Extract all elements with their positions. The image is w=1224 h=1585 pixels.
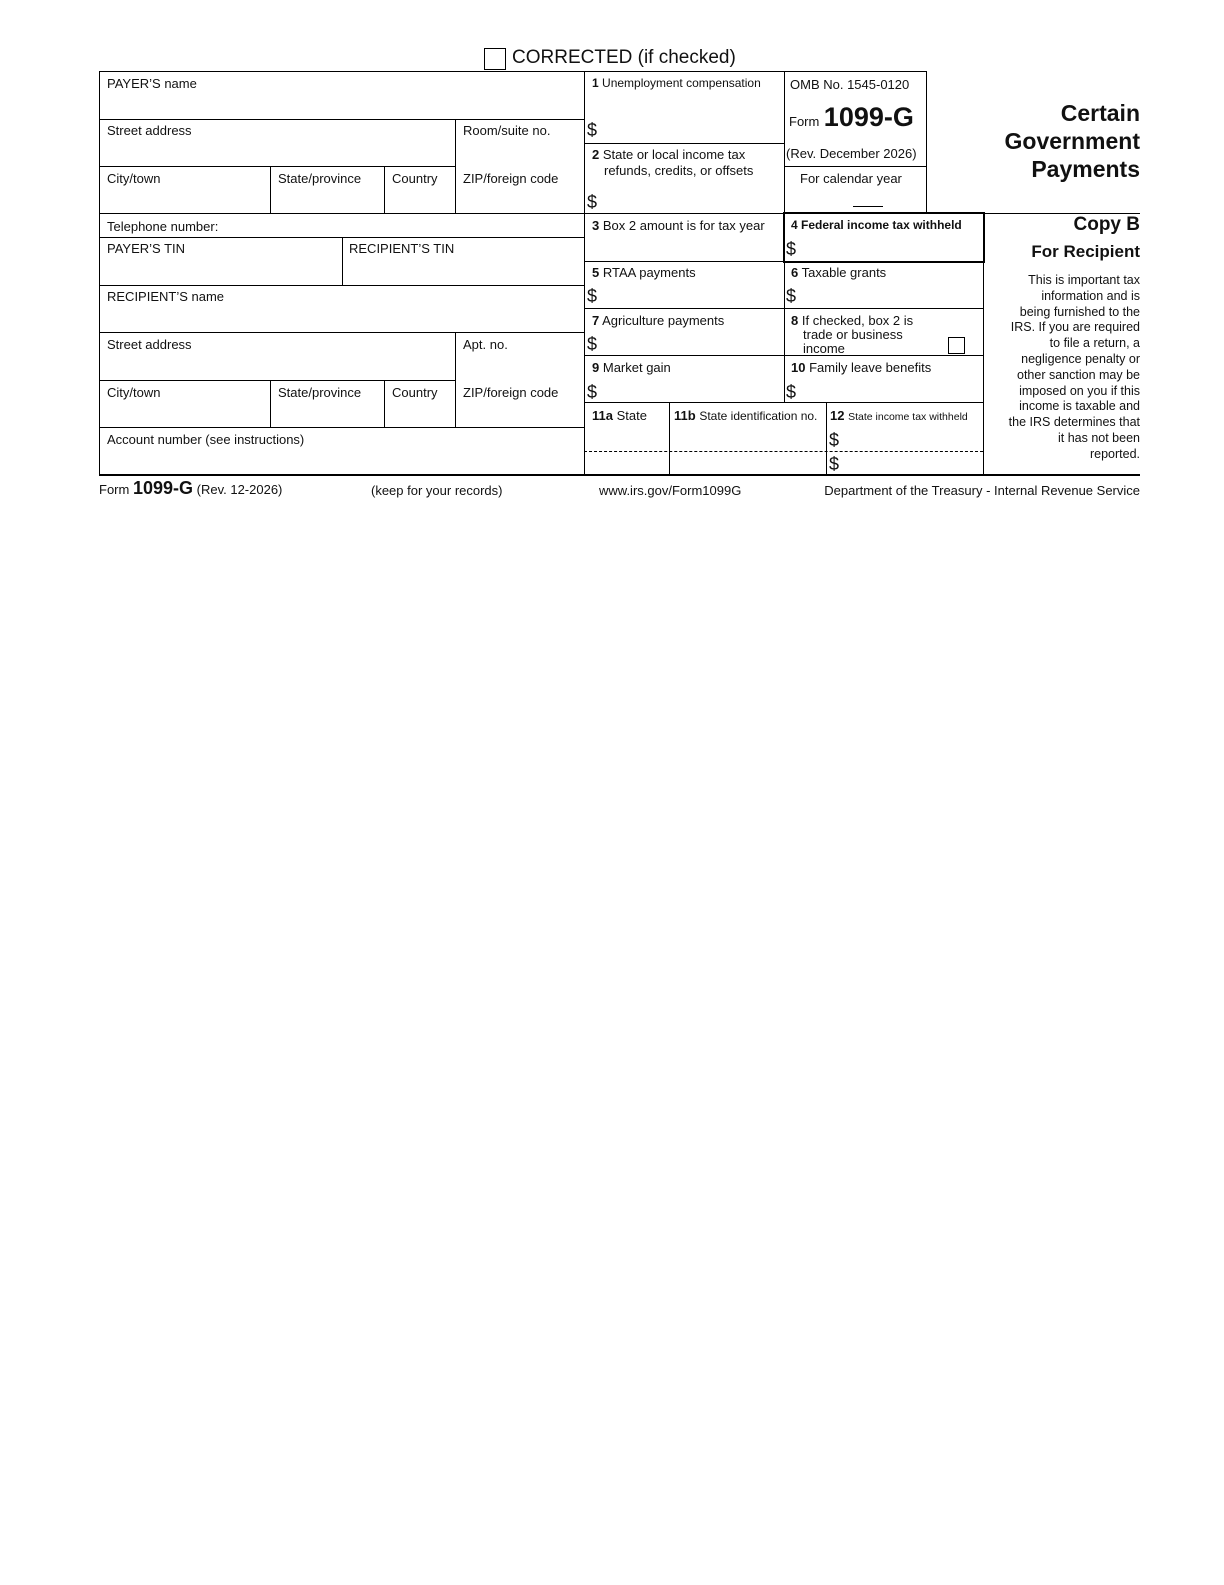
recipient-country-field[interactable] xyxy=(385,401,454,426)
box3-field[interactable] xyxy=(586,234,782,260)
recipient-name-field[interactable] xyxy=(100,305,583,331)
box2-label-line2: refunds, credits, or offsets xyxy=(604,163,754,178)
recipient-state-label: State/province xyxy=(278,385,362,400)
notice-line: IRS. If you are required xyxy=(1010,320,1140,335)
payer-city-field[interactable] xyxy=(100,187,269,212)
recipient-tin-field[interactable] xyxy=(343,257,583,284)
box11a-field-2[interactable] xyxy=(586,453,668,473)
payer-state-label: State/province xyxy=(278,171,362,186)
corrected-label: CORRECTED (if checked) xyxy=(512,47,736,68)
box4-amount-field[interactable] xyxy=(800,234,978,256)
box10-dollar: $ xyxy=(786,382,797,402)
box4-label: 4 Federal income tax withheld xyxy=(791,218,962,232)
box7-amount-field[interactable] xyxy=(600,329,782,354)
notice-line: it has not been xyxy=(1057,430,1140,445)
payer-state-field[interactable] xyxy=(271,187,383,212)
title-line2: Government xyxy=(1004,128,1140,154)
notice-line: other sanction may be xyxy=(1017,367,1140,382)
box2-dollar: $ xyxy=(587,192,598,212)
payer-city-label: City/town xyxy=(107,171,161,186)
box8-label: 8 If checked, box 2 is xyxy=(791,313,914,328)
box2-label: 2 State or local income tax xyxy=(592,147,746,162)
box10-label: 10 Family leave benefits xyxy=(791,360,932,375)
payer-room-label: Room/suite no. xyxy=(463,123,551,138)
corrected-checkbox[interactable] xyxy=(484,48,506,70)
box6-label: 6 Taxable grants xyxy=(791,265,887,280)
copy-heading: Copy B xyxy=(1073,214,1140,235)
recipient-name-label: RECIPIENT’S name xyxy=(107,289,225,304)
title-line1: Certain xyxy=(1060,100,1140,126)
notice-line: imposed on you if this xyxy=(1019,383,1140,398)
box6-dollar: $ xyxy=(786,286,797,306)
box7-label: 7 Agriculture payments xyxy=(592,313,725,328)
footer-department: Department of the Treasury - Internal Revenue Service xyxy=(824,483,1140,498)
payer-phone-label: Telephone number: xyxy=(107,219,219,234)
notice-line: income is taxable and xyxy=(1019,399,1140,414)
payer-tin-field[interactable] xyxy=(100,257,341,284)
recipient-state-field[interactable] xyxy=(271,401,383,426)
calendar-year-label: For calendar year xyxy=(800,171,902,186)
recipient-city-label: City/town xyxy=(107,385,161,400)
box3-label: 3 Box 2 amount is for tax year xyxy=(592,218,765,233)
recipient-apt-label: Apt. no. xyxy=(463,337,508,352)
payer-room-field[interactable] xyxy=(456,139,583,165)
omb-form-title: Form 1099-G xyxy=(789,102,914,132)
box11a-field-1[interactable] xyxy=(586,424,668,450)
account-number-field[interactable] xyxy=(100,448,583,473)
notice-line: the IRS determines that xyxy=(1008,415,1140,430)
omb-number: OMB No. 1545-0120 xyxy=(790,77,910,92)
box9-amount-field[interactable] xyxy=(600,376,782,401)
box8-label-line2: trade or business xyxy=(803,327,903,342)
payer-country-field[interactable] xyxy=(385,187,454,212)
box6-amount-field[interactable] xyxy=(800,282,981,307)
box5-dollar: $ xyxy=(587,286,598,306)
footer-keep-note: (keep for your records) xyxy=(371,483,503,498)
box1-amount-field[interactable] xyxy=(600,93,782,141)
box9-label: 9 Market gain xyxy=(592,360,671,375)
payer-street-label: Street address xyxy=(107,123,192,138)
box5-amount-field[interactable] xyxy=(600,282,782,307)
notice-line: being furnished to the xyxy=(1019,304,1140,319)
notice-line: information and is xyxy=(1041,288,1140,303)
box5-label: 5 RTAA payments xyxy=(592,265,696,280)
recipient-street-label: Street address xyxy=(107,337,192,352)
calendar-year-field[interactable] xyxy=(853,188,883,205)
payer-phone-field[interactable] xyxy=(230,215,582,236)
box1-dollar: $ xyxy=(587,120,598,140)
notice-line: This is important tax xyxy=(1028,273,1140,287)
payer-tin-label: PAYER’S TIN xyxy=(107,241,186,256)
box12-dollar-1: $ xyxy=(829,430,840,450)
box12-field-1[interactable] xyxy=(842,424,981,450)
omb-revision: (Rev. December 2026) xyxy=(786,146,917,161)
payer-name-label: PAYER’S name xyxy=(107,76,197,91)
box11b-field-2[interactable] xyxy=(671,453,825,473)
title-line3: Payments xyxy=(1031,156,1140,182)
payer-street-field[interactable] xyxy=(100,139,454,165)
copy-subheading: For Recipient xyxy=(1031,242,1140,261)
footer-form-id: Form 1099-G (Rev. 12-2026) xyxy=(99,478,283,498)
box2-amount-field[interactable] xyxy=(600,180,782,212)
recipient-zip-label: ZIP/foreign code xyxy=(463,385,559,400)
payer-zip-label: ZIP/foreign code xyxy=(463,171,559,186)
box4-dollar: $ xyxy=(786,239,797,259)
notice-line: negligence penalty or xyxy=(1021,351,1140,366)
box12-label: 12 State income tax withheld xyxy=(830,408,968,423)
payer-country-label: Country xyxy=(392,171,438,186)
payer-zip-field[interactable] xyxy=(456,187,583,212)
box1-label: 1 Unemployment compensation xyxy=(592,76,761,90)
box10-amount-field[interactable] xyxy=(800,376,981,401)
box11b-label: 11b State identification no. xyxy=(674,408,818,423)
account-number-label: Account number (see instructions) xyxy=(107,432,305,447)
recipient-tin-label: RECIPIENT’S TIN xyxy=(349,241,455,256)
footer-url: www.irs.gov/Form1099G xyxy=(599,483,742,498)
notice-line: reported. xyxy=(1089,446,1140,461)
recipient-zip-field[interactable] xyxy=(456,401,583,426)
recipient-apt-field[interactable] xyxy=(456,353,583,379)
recipient-street-field[interactable] xyxy=(100,353,454,379)
box12-field-2[interactable] xyxy=(842,453,981,473)
box12-dollar-2: $ xyxy=(829,454,840,474)
recipient-city-field[interactable] xyxy=(100,401,269,426)
box9-dollar: $ xyxy=(587,382,598,402)
notice-line: to file a return, a xyxy=(1049,336,1140,351)
box8-label-line3: income xyxy=(803,341,845,356)
recipient-country-label: Country xyxy=(392,385,438,400)
payer-name-field[interactable] xyxy=(100,91,583,118)
box11a-label: 11a State xyxy=(592,408,647,423)
box11b-field-1[interactable] xyxy=(671,424,825,450)
box7-dollar: $ xyxy=(587,334,598,354)
copy-notice xyxy=(986,273,1140,463)
form-title xyxy=(940,99,1140,183)
box8-checkbox[interactable] xyxy=(948,337,965,354)
